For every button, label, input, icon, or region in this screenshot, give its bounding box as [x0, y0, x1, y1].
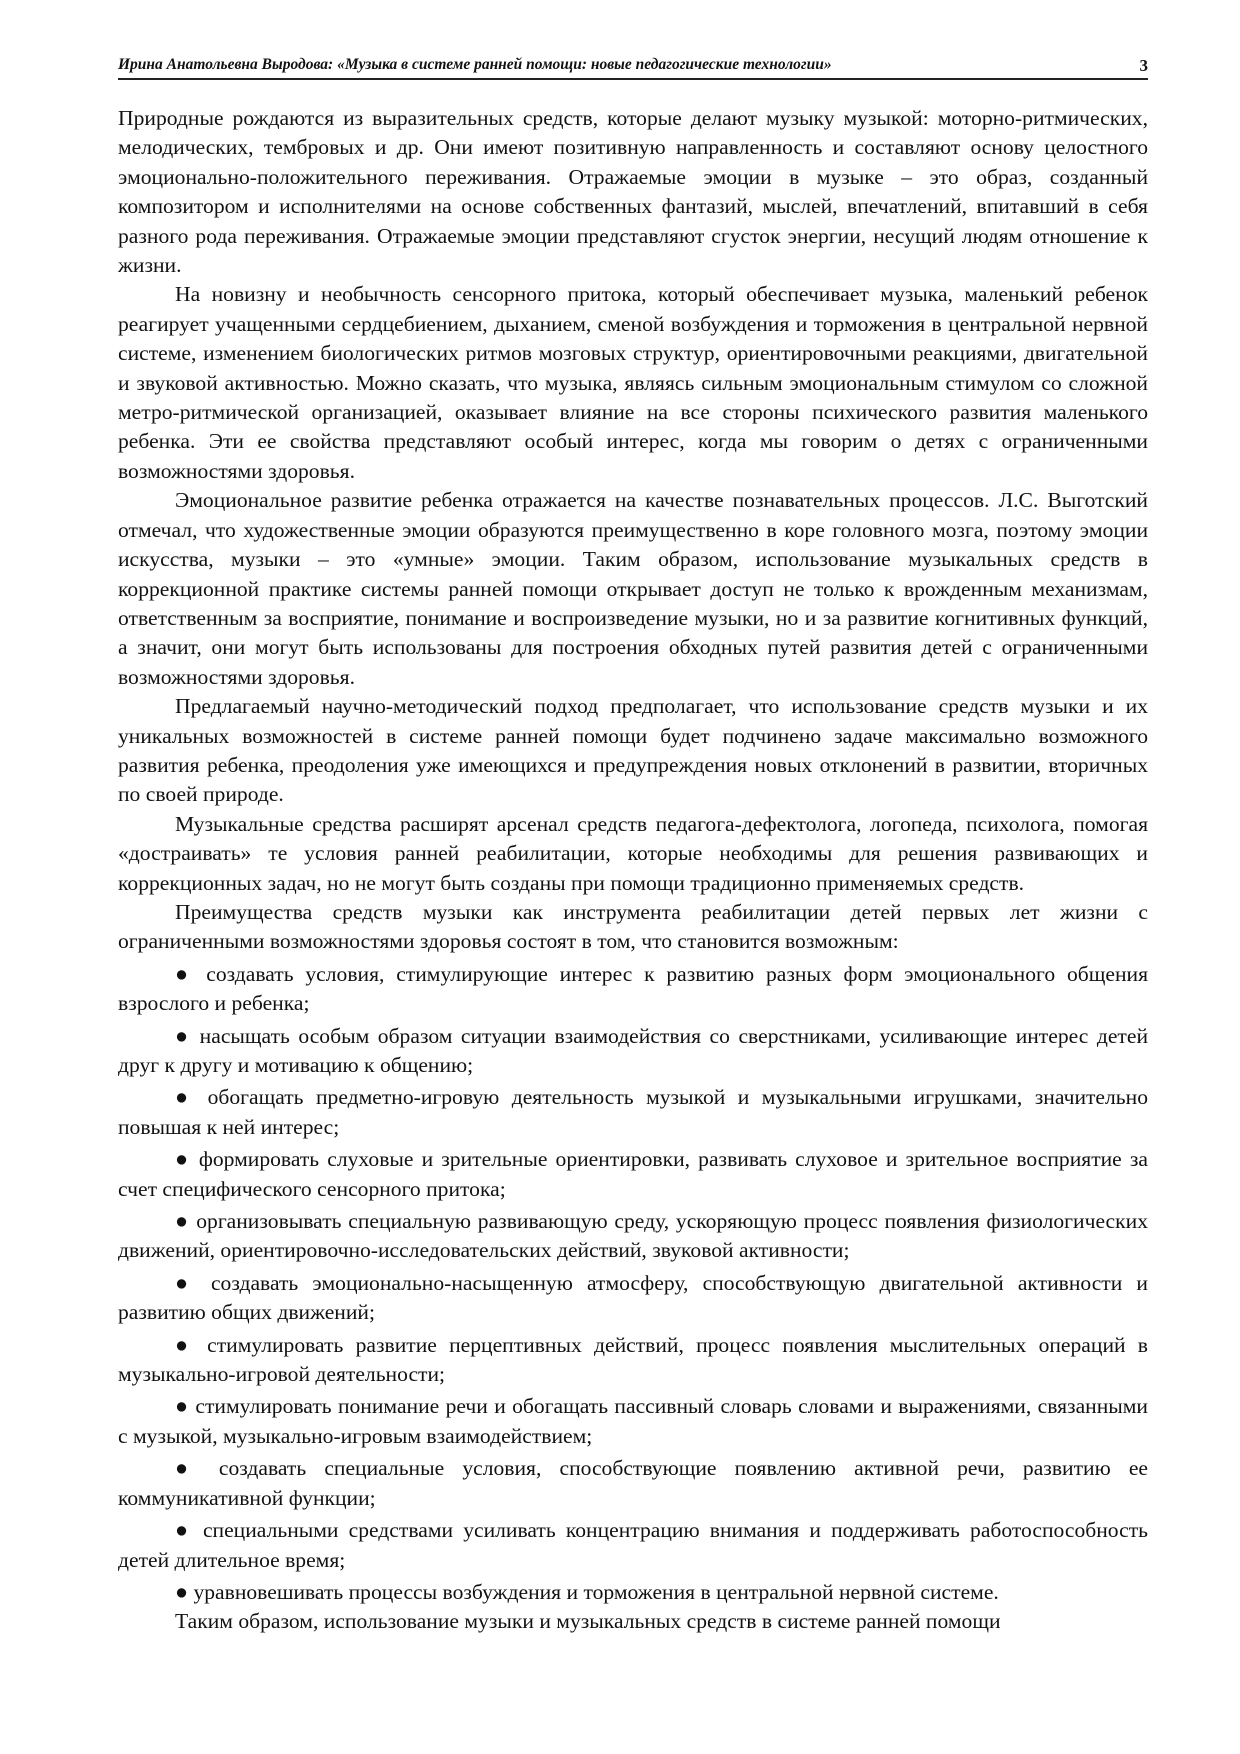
body-text — [118, 104, 1148, 1637]
bullet-item: ● обогащать предметно-игровую деятельность музыкой и музыкальными игрушками, значительно повышая к ней интерес; — [118, 1085, 1148, 1139]
bullet-item: ● стимулировать развитие перцептивных действий, процесс появления мыслительных операций в музыкально-игровой деятельности; — [118, 1332, 1148, 1387]
bullet-item: ● организовывать специальную развивающую среду, ускоряющую процесс появления физиологических движений, ориентировочно-исследовательских действий, звуковой активности; — [118, 1209, 1148, 1263]
bullet-item: ● создавать условия, стимулирующие интерес к развитию разных форм эмоционального общения взрослого и ребенка; — [118, 961, 1148, 1016]
page-number: 3 — [1139, 56, 1148, 75]
bullet-item: ● создавать эмоционально-насыщенную атмосферу, способствующую двигательной активности и развитию общих движений; — [118, 1270, 1148, 1325]
bullet-item: ● стимулировать понимание речи и обогащать пассивный словарь словами и выражениями, связанными с музыкой, музыкально-игровым взаимодействием; — [118, 1394, 1148, 1448]
paragraph: Музыкальные средства расширят арсенал средств педагога-дефектолога, логопеда, психолога, помогая «достраивать» те условия ранней реабилитации, которые необходимы для решения развивающих и коррекционных задач, но не могут быть созданы при помощи традиционно применяемых средств. — [118, 811, 1148, 895]
paragraph: Эмоциональное развитие ребенка отражается на качестве познавательных процессов. Л.С. Выготский отмечал, что художественные эмоции образуются преимущественно в коре головного мозга, поэтому эмоции искусства, музыки – это «умные» эмоции. Таким образом, использование музыкальных средств в коррекционной практике системы ранней помощи открывает доступ не только к врожденным механизмам, ответственным за восприятие, понимание и воспроизведение музыки, но и за развитие когнитивных функций, а значит, они могут быть использованы для построения обходных путей развития детей с ограниченными возможностями здоровья. — [118, 488, 1148, 689]
running-header: Ирина Анатольевна Выродова: «Музыка в системе ранней помощи: новые педагогические технологии» — [118, 56, 1148, 80]
bullet-item: ● создавать специальные условия, способствующие появлению активной речи, развитию ее коммуникативной функции; — [118, 1456, 1148, 1510]
paragraph: Природные рождаются из выразительных средств, которые делают музыку музыкой: моторно-ритмических, мелодических, тембровых и др. Они имеют позитивную направленность и составляют основу целостного эмоционально-положительного переживания. Отражаемые эмоции в музыке – это образ, созданный композитором и исполнителями на основе собственных фантазий, мыслей, впечатлений, впитавший в себя разного рода переживания. Отражаемые эмоции представляют сгусток энергии, несущий людям отношение к жизни. — [118, 106, 1148, 278]
bullet-item: ● насыщать особым образом ситуации взаимодействия со сверстниками, усиливающие интерес детей друг к другу и мотивацию к общению; — [118, 1023, 1148, 1077]
paragraph: Преимущества средств музыки как инструмента реабилитации детей первых лет жизни с ограниченными возможностями здоровья состоят в том, что становится возможным: — [118, 899, 1148, 954]
paragraph: Предлагаемый научно-методический подход предполагает, что использование средств музыки и их уникальных возможностей в системе ранней помощи будет подчинено задаче максимально возможного развития ребенка, преодоления уже имеющихся и предупреждения новых отклонений в развитии, вторичных по своей природе. — [118, 694, 1148, 807]
bullet-item: ● уравновешивать процессы возбуждения и торможения в центральной нервной системе. — [175, 1579, 999, 1604]
paragraph: На новизну и необычность сенсорного притока, который обеспечивает музыка, маленький ребенок реагирует учащенными сердцебиением, дыханием, сменой возбуждения и торможения в центральной нервной системе, изменением биологических ритмов мозговых структур, ориентировочными реакциями, двигательной и звуковой активностью. Можно сказать, что музыка, являясь сильным эмоциональным стимулом со сложной метро-ритмической организацией, оказывает влияние на все стороны психического развития маленького ребенка. Эти ее свойства представляют особый интерес, когда мы говорим о детях с ограниченными возможностями здоровья. — [118, 282, 1148, 483]
bullet-item: ● специальными средствами усиливать концентрацию внимания и поддерживать работоспособность детей длительное время; — [118, 1518, 1148, 1572]
bullet-item: ● формировать слуховые и зрительные ориентировки, развивать слуховое и зрительное восприятие за счет специфического сенсорного притока; — [118, 1147, 1148, 1201]
closing-paragraph: Таким образом, использование музыки и музыкальных средств в системе ранней помощи — [175, 1609, 1001, 1634]
